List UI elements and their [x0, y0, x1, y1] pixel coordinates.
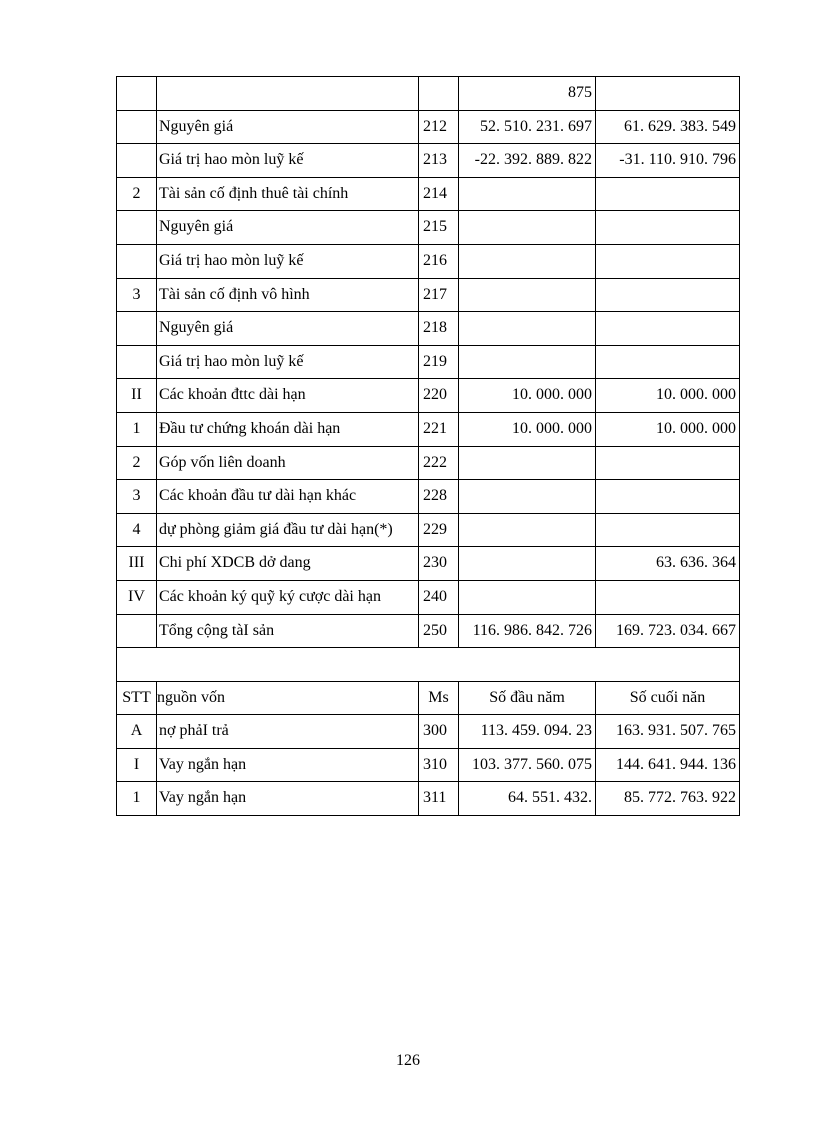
start-of-year-cell: 10. 000. 000: [459, 379, 596, 413]
page-number: 126: [396, 1052, 420, 1069]
table-row: [117, 446, 740, 480]
start-of-year-cell: [459, 580, 596, 614]
table-row: [117, 715, 740, 749]
table-header-row: [117, 681, 740, 715]
item-name-cell: [157, 77, 419, 111]
table-row: [117, 782, 740, 816]
spacer-cell: [117, 648, 740, 682]
item-name-cell: Đầu tư chứng khoán dài hạn: [157, 412, 419, 446]
end-of-year-cell: [596, 244, 740, 278]
stt-cell: I: [117, 748, 157, 782]
end-of-year-cell: 163. 931. 507. 765: [596, 715, 740, 749]
stt-cell: 1: [117, 412, 157, 446]
item-name-cell: Các khoản đầu tư dài hạn khác: [157, 480, 419, 514]
start-of-year-cell: [459, 244, 596, 278]
stt-cell: 3: [117, 278, 157, 312]
code-cell: 214: [419, 177, 459, 211]
code-cell: 250: [419, 614, 459, 648]
item-name-cell: Nguyên giá: [157, 110, 419, 144]
item-name-cell: dự phòng giảm giá đầu tư dài hạn(*): [157, 513, 419, 547]
stt-cell: 4: [117, 513, 157, 547]
end-of-year-cell: [596, 278, 740, 312]
table-row: [117, 211, 740, 245]
item-name-cell: Vay ngắn hạn: [157, 782, 419, 816]
code-cell: 212: [419, 110, 459, 144]
end-of-year-cell: 144. 641. 944. 136: [596, 748, 740, 782]
code-cell: 222: [419, 446, 459, 480]
end-of-year-cell: [596, 513, 740, 547]
item-name-cell: Tài sản cố định thuê tài chính: [157, 177, 419, 211]
stt-cell: 2: [117, 177, 157, 211]
table-row: [117, 614, 740, 648]
item-name-cell: Các khoản ký quỹ ký cược dài hạn: [157, 580, 419, 614]
table-row: [117, 379, 740, 413]
end-of-year-cell: [596, 312, 740, 346]
header-start-of-year: Số đầu năm: [459, 681, 596, 715]
header-code: Ms: [419, 681, 459, 715]
item-name-cell: Các khoản đttc dài hạn: [157, 379, 419, 413]
table-row: [117, 312, 740, 346]
start-of-year-cell: 875: [459, 77, 596, 111]
stt-cell: [117, 77, 157, 111]
table-row: [117, 77, 740, 111]
code-cell: 228: [419, 480, 459, 514]
start-of-year-cell: 103. 377. 560. 075: [459, 748, 596, 782]
start-of-year-cell: 10. 000. 000: [459, 412, 596, 446]
start-of-year-cell: 116. 986. 842. 726: [459, 614, 596, 648]
code-cell: 217: [419, 278, 459, 312]
code-cell: 310: [419, 748, 459, 782]
stt-cell: A: [117, 715, 157, 749]
table-row: [117, 345, 740, 379]
balance-sheet-table: [116, 76, 740, 816]
code-cell: 215: [419, 211, 459, 245]
table-row: [117, 177, 740, 211]
table-row: [117, 580, 740, 614]
stt-cell: 3: [117, 480, 157, 514]
table-row: [117, 244, 740, 278]
code-cell: 216: [419, 244, 459, 278]
end-of-year-cell: 85. 772. 763. 922: [596, 782, 740, 816]
table-row: [117, 412, 740, 446]
stt-cell: 1: [117, 782, 157, 816]
start-of-year-cell: [459, 480, 596, 514]
item-name-cell: Góp vốn liên doanh: [157, 446, 419, 480]
stt-cell: 2: [117, 446, 157, 480]
start-of-year-cell: [459, 446, 596, 480]
code-cell: 229: [419, 513, 459, 547]
start-of-year-cell: [459, 513, 596, 547]
start-of-year-cell: -22. 392. 889. 822: [459, 144, 596, 178]
stt-cell: III: [117, 547, 157, 581]
item-name-cell: Giá trị hao mòn luỹ kế: [157, 144, 419, 178]
header-end-of-year: Số cuối năn: [596, 681, 740, 715]
end-of-year-cell: [596, 480, 740, 514]
start-of-year-cell: [459, 211, 596, 245]
start-of-year-cell: [459, 547, 596, 581]
item-name-cell: Vay ngắn hạn: [157, 748, 419, 782]
stt-cell: [117, 144, 157, 178]
end-of-year-cell: [596, 345, 740, 379]
end-of-year-cell: 10. 000. 000: [596, 379, 740, 413]
end-of-year-cell: [596, 77, 740, 111]
spacer-row: [117, 648, 740, 682]
code-cell: 220: [419, 379, 459, 413]
stt-cell: II: [117, 379, 157, 413]
end-of-year-cell: [596, 580, 740, 614]
code-cell: [419, 77, 459, 111]
code-cell: 230: [419, 547, 459, 581]
start-of-year-cell: 52. 510. 231. 697: [459, 110, 596, 144]
item-name-cell: Tổng cộng tàI sản: [157, 614, 419, 648]
header-stt: STT: [117, 681, 157, 715]
end-of-year-cell: 63. 636. 364: [596, 547, 740, 581]
item-name-cell: Giá trị hao mòn luỹ kế: [157, 244, 419, 278]
code-cell: 311: [419, 782, 459, 816]
header-name: nguồn vốn: [157, 681, 419, 715]
code-cell: 221: [419, 412, 459, 446]
stt-cell: [117, 614, 157, 648]
code-cell: 300: [419, 715, 459, 749]
item-name-cell: Giá trị hao mòn luỹ kế: [157, 345, 419, 379]
end-of-year-cell: [596, 446, 740, 480]
item-name-cell: nợ phảI trả: [157, 715, 419, 749]
stt-cell: [117, 345, 157, 379]
code-cell: 218: [419, 312, 459, 346]
start-of-year-cell: [459, 345, 596, 379]
start-of-year-cell: 113. 459. 094. 23: [459, 715, 596, 749]
stt-cell: [117, 312, 157, 346]
item-name-cell: Nguyên giá: [157, 211, 419, 245]
end-of-year-cell: 10. 000. 000: [596, 412, 740, 446]
item-name-cell: Chi phí XDCB dở dang: [157, 547, 419, 581]
end-of-year-cell: -31. 110. 910. 796: [596, 144, 740, 178]
start-of-year-cell: 64. 551. 432.: [459, 782, 596, 816]
end-of-year-cell: [596, 211, 740, 245]
code-cell: 213: [419, 144, 459, 178]
start-of-year-cell: [459, 177, 596, 211]
code-cell: 240: [419, 580, 459, 614]
table-row: [117, 144, 740, 178]
table-row: [117, 480, 740, 514]
end-of-year-cell: 169. 723. 034. 667: [596, 614, 740, 648]
code-cell: 219: [419, 345, 459, 379]
item-name-cell: Tài sản cố định vô hình: [157, 278, 419, 312]
item-name-cell: Nguyên giá: [157, 312, 419, 346]
table-row: [117, 278, 740, 312]
stt-cell: IV: [117, 580, 157, 614]
end-of-year-cell: 61. 629. 383. 549: [596, 110, 740, 144]
start-of-year-cell: [459, 278, 596, 312]
table-row: [117, 547, 740, 581]
table-row: [117, 513, 740, 547]
table-row: [117, 748, 740, 782]
stt-cell: [117, 244, 157, 278]
table-row: [117, 110, 740, 144]
start-of-year-cell: [459, 312, 596, 346]
stt-cell: [117, 110, 157, 144]
stt-cell: [117, 211, 157, 245]
end-of-year-cell: [596, 177, 740, 211]
